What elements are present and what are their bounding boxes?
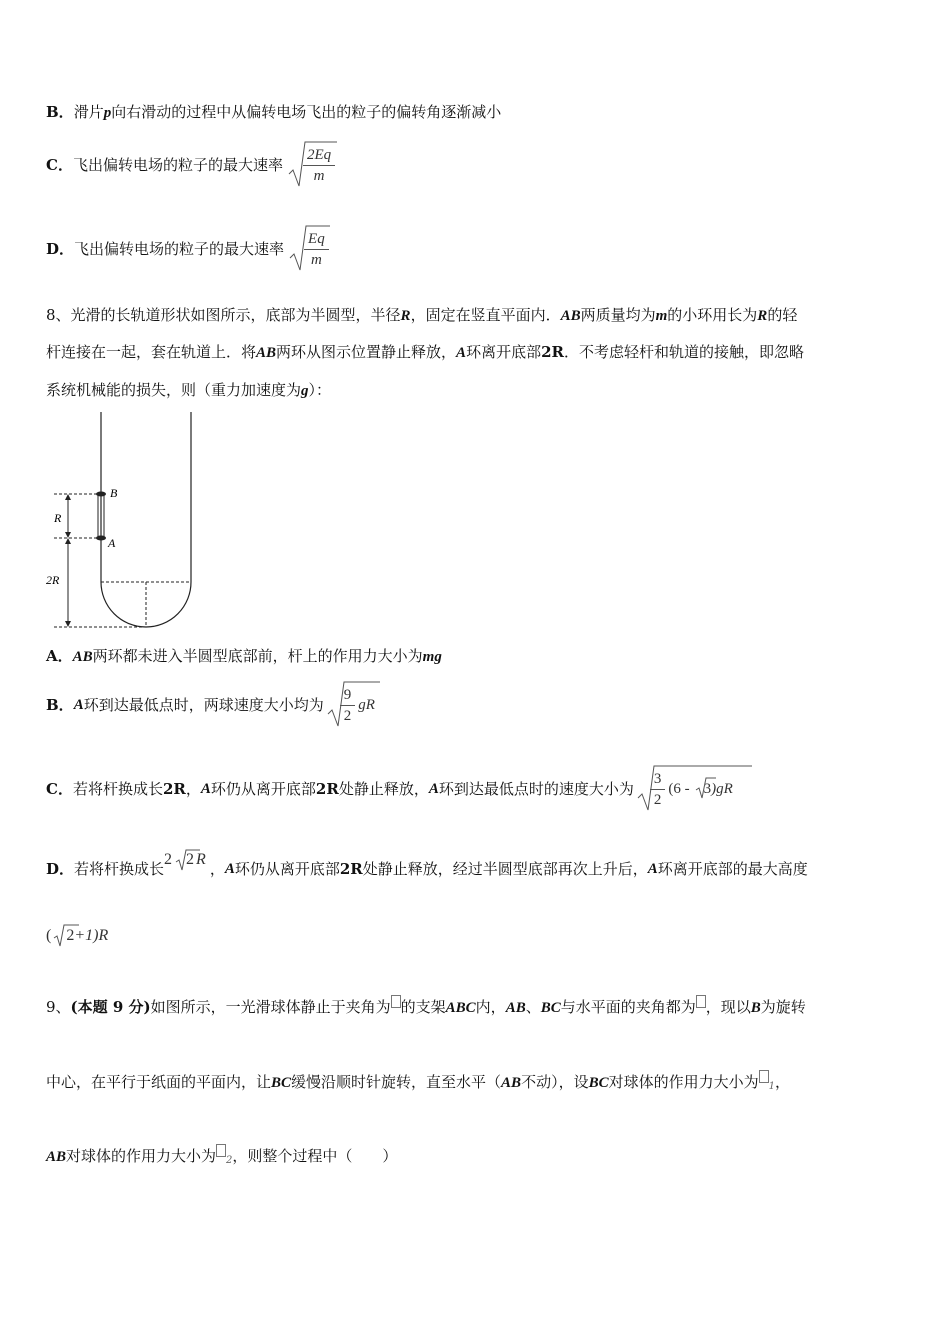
text-span: A (647, 861, 658, 877)
q8-stem-line3 (46, 380, 331, 401)
text-span: 滑片 (73, 103, 104, 121)
sqrt-formula (287, 140, 335, 190)
text-span: A (456, 345, 467, 361)
text-span: ABC (445, 1000, 476, 1016)
text-span: D． (46, 240, 75, 258)
text-span: ，现以 (705, 998, 751, 1016)
text-span: 2 (226, 1155, 233, 1166)
text-span: 9 (340, 685, 356, 706)
text-span: R (196, 851, 206, 868)
text-span: BC (271, 1075, 292, 1091)
q8-stem-line1 (46, 305, 797, 326)
text-span: )gR (711, 781, 733, 797)
text-span: AB (501, 1075, 522, 1091)
text-span: 2R (541, 343, 564, 361)
q7-option-c (46, 140, 335, 190)
text-span: ．不考虑轻杆和轨道的接触，即忽略 (563, 343, 804, 361)
text-span: 两环从图示位置静止释放， (276, 343, 457, 361)
text-span: 环仍从离开底部 (210, 780, 316, 798)
text-span: ( (46, 927, 52, 944)
missing-symbol-icon (391, 995, 401, 1008)
text-span: 若将杆换成长 (72, 780, 163, 798)
q9-stem-line2 (46, 1070, 790, 1097)
text-span: B． (46, 103, 74, 121)
ring-b (96, 492, 106, 497)
text-span: 为旋转 (760, 998, 806, 1016)
text-span: 的轻 (767, 306, 798, 324)
track-diagram (40, 410, 210, 635)
text-span: (本题 9 分) (70, 998, 151, 1016)
text-span: 2R (46, 573, 60, 587)
text-span: 2 (343, 707, 352, 724)
text-span: AB (256, 345, 277, 361)
text-span: B (750, 1000, 761, 1016)
radical-sign-icon (287, 140, 339, 190)
ring-a (96, 536, 106, 541)
text-span: D． (46, 860, 75, 878)
text-span: 8、光滑的长轨道形状如图所示，底部为半圆型，半径 (46, 306, 401, 324)
text-span: 2 (186, 851, 195, 868)
radical-sign-icon (636, 764, 754, 814)
text-span: ， (774, 1073, 790, 1091)
text-span: 中心，在平行于纸面的平面内，让 (46, 1073, 272, 1091)
text-span: BC (588, 1075, 609, 1091)
text-span: 9、 (46, 998, 71, 1016)
q9-stem-line3 (46, 1144, 397, 1171)
text-span: ， (185, 780, 201, 798)
text-span: R (400, 308, 411, 324)
q7-option-b (46, 102, 501, 123)
text-span: 环到达最低点时的速度大小为 (438, 780, 634, 798)
text-span: 缓慢沿顺时针旋转，直至水平（ (291, 1073, 502, 1091)
text-span: 1 (768, 1081, 775, 1092)
text-span: 环到达最低点时，两球速度大小均为 (83, 696, 324, 714)
missing-symbol-icon (696, 995, 706, 1008)
text-span: A (428, 781, 439, 797)
text-span: 与水平面的夹角都为 (560, 998, 696, 1016)
text-span: 2R (315, 780, 339, 798)
text-span: AB (560, 308, 581, 324)
text-span: 2R (339, 860, 363, 878)
text-span: B． (46, 696, 74, 714)
text-span: 飞出偏转电场的粒子的最大速率 (74, 240, 285, 258)
q8-option-d-answer (46, 922, 108, 950)
text-span: Eq (304, 229, 329, 250)
text-span: 不动），设 (521, 1073, 589, 1091)
text-span: 环离开底部的最大高度 (657, 860, 808, 878)
text-span: 两质量均为 (580, 306, 656, 324)
text-span: 环仍从离开底部 (234, 860, 340, 878)
text-span: 的支架 (400, 998, 446, 1016)
text-span: g (301, 383, 309, 399)
text-span: 的小环用长为 (667, 306, 758, 324)
text-span: 杆连接在一起，套在轨道上．将 (46, 343, 257, 361)
text-span: m (313, 167, 325, 184)
text-span: 3 (650, 769, 666, 790)
text-span: 若将杆换成长 (74, 860, 165, 878)
text-span: 处静止释放， (338, 780, 429, 798)
sqrt-formula (288, 224, 329, 274)
q8-option-c (46, 764, 733, 814)
text-span: A (73, 697, 84, 713)
text-span: 2 (66, 927, 75, 944)
q8-stem-line2 (46, 342, 804, 363)
text-span: 2 (653, 791, 662, 808)
text-span: 2R (162, 780, 186, 798)
radical-sign-icon (53, 922, 83, 950)
text-span: A (224, 861, 235, 877)
text-span: ，则整个过程中（ ） (232, 1147, 398, 1165)
text-span: 2 (164, 851, 173, 868)
text-span: 飞出偏转电场的粒子的最大速率 (72, 156, 283, 174)
text-span: AB (46, 1149, 67, 1165)
text-span: 对球体的作用力大小为 (66, 1147, 217, 1165)
text-span: 对球体的作用力大小为 (608, 1073, 759, 1091)
radical-sign-icon (288, 224, 332, 274)
text-span: 2Eq (303, 145, 335, 166)
text-span: R (54, 511, 62, 525)
radical-sign-icon (326, 680, 382, 730)
text-span: 向右滑动的过程中从偏转电场飞出的粒子的偏转角逐渐减小 (111, 103, 502, 121)
q8-option-a (46, 646, 442, 667)
missing-symbol-icon (759, 1070, 769, 1083)
text-span: p (103, 105, 112, 121)
text-span: mg (422, 649, 442, 665)
text-span: A． (46, 647, 73, 665)
sqrt-formula (636, 764, 733, 814)
text-span: 处静止释放，经过半圆型底部再次上升后， (362, 860, 648, 878)
text-span: 环离开底部 (466, 343, 542, 361)
missing-symbol-icon (216, 1144, 226, 1157)
q9-stem-line1 (46, 995, 806, 1018)
text-span: ， (209, 860, 225, 878)
text-span: m (310, 251, 322, 268)
text-span: (6 - (668, 781, 690, 797)
text-span: gR (358, 697, 375, 713)
text-span: A (200, 781, 211, 797)
text-span: ，固定在竖直平面内． (410, 306, 561, 324)
radical-sign-icon (164, 848, 214, 872)
text-span: C． (46, 780, 73, 798)
text-span: 内， (475, 998, 506, 1016)
q8-option-b (46, 680, 375, 730)
text-span: 3 (703, 781, 712, 797)
q7-option-d (46, 224, 329, 274)
sqrt-formula (164, 848, 206, 872)
text-span: A (108, 536, 116, 550)
text-span: R (757, 308, 768, 324)
text-span: 两环都未进入半圆型底部前，杆上的作用力大小为 (92, 647, 423, 665)
text-span: 、 (525, 998, 541, 1016)
text-span: 系统机械能的损失，则（重力加速度为 (46, 381, 302, 399)
text-span: m (655, 308, 668, 324)
q8-option-d (46, 852, 808, 886)
text-span: +1)R (74, 927, 109, 944)
text-span: AB (72, 649, 93, 665)
text-span: 如图所示，一光滑球体静止于夹角为 (150, 998, 391, 1016)
text-span: C． (46, 156, 73, 174)
sqrt-formula (326, 680, 375, 730)
text-span: BC (540, 1000, 561, 1016)
text-span: AB (505, 1000, 526, 1016)
text-span: B (110, 486, 118, 500)
text-span: ）： (308, 381, 332, 399)
